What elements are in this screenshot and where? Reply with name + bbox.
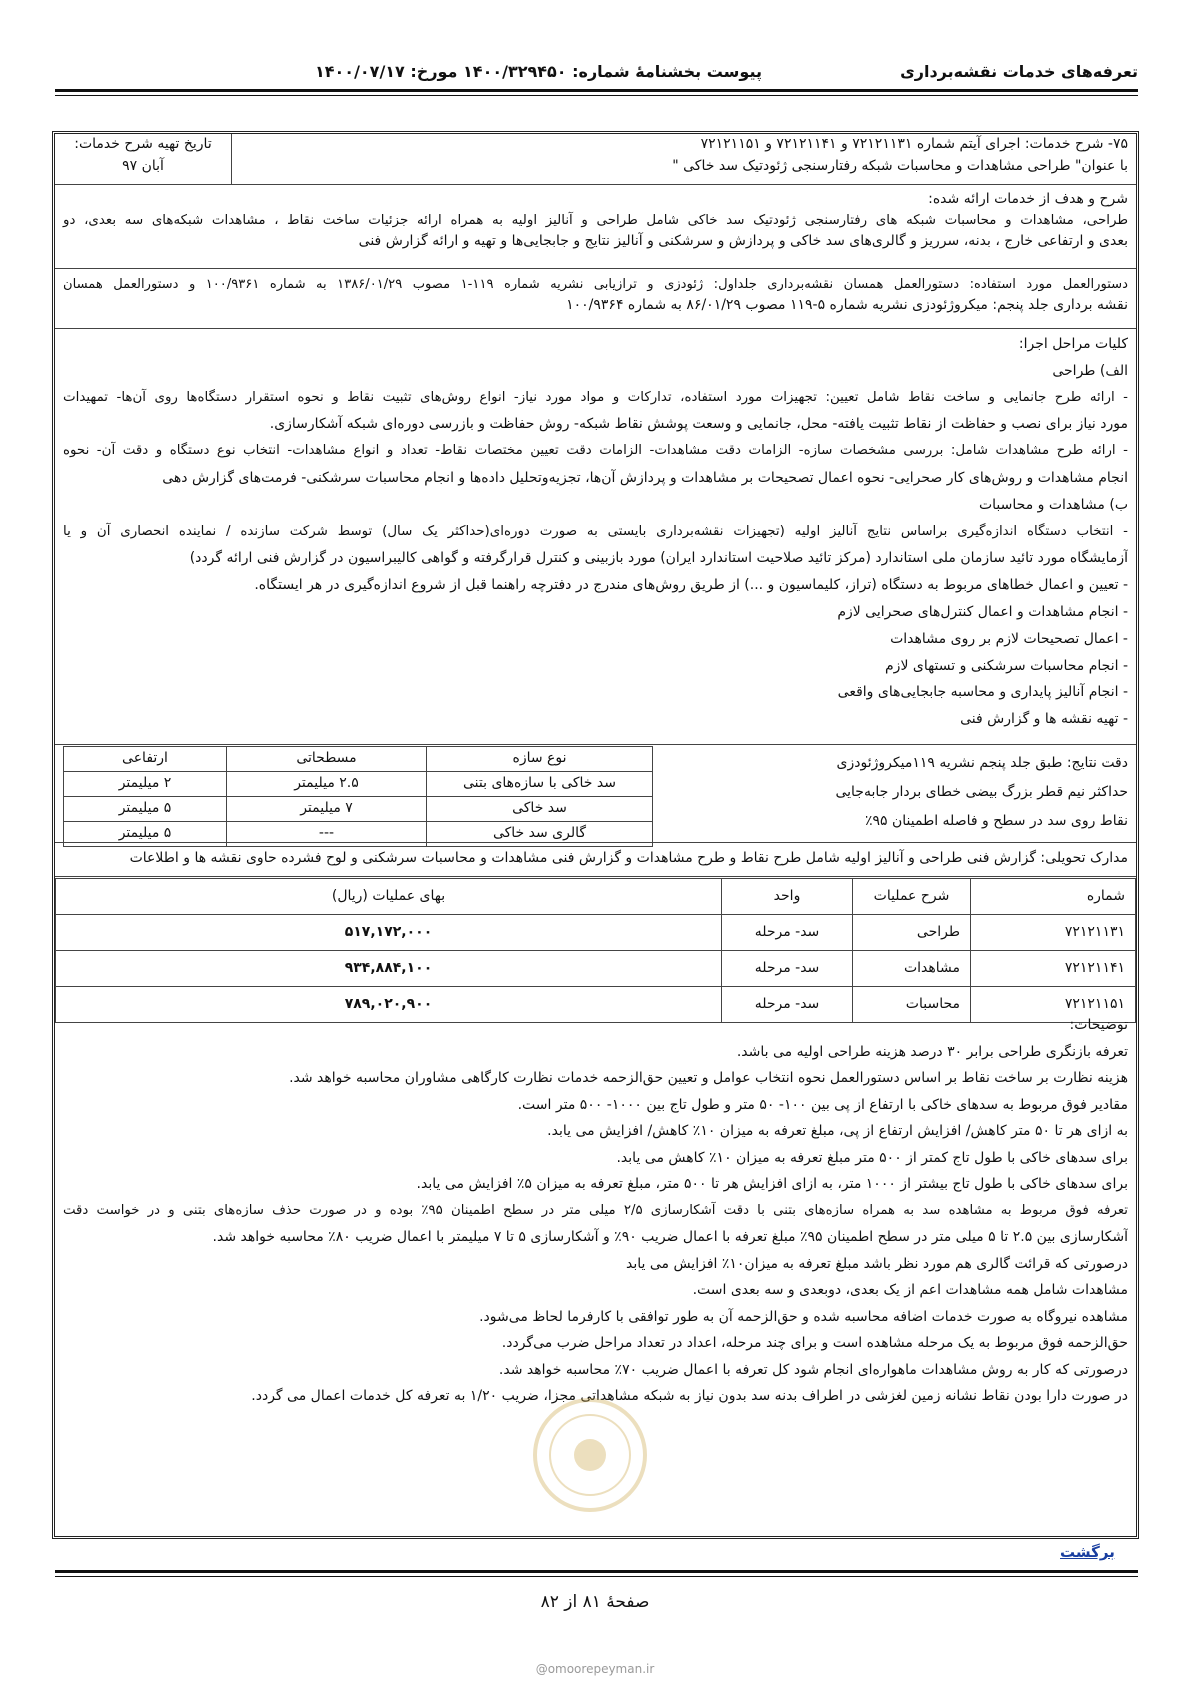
service-description (231, 134, 1136, 184)
table-row (64, 772, 653, 797)
notes-title: توضیحات: (1069, 1017, 1128, 1033)
steps-observation-item-1a: - انتخاب دستگاه اندازه‌گیری براساس نتایج آنالیز اولیه (تجهیزات نقشه‌برداری بایستی به صورت دوره‌ای(حداکثر یک سال) توسط شرکت سازنده / نماینده انحصاری آن و یا (63, 523, 1128, 539)
note-item: تعرفه فوق مربوط به مشاهده سد به همراه سازه‌های بتنی با دقت آشکارسازی ۲/۵ میلی متر در سطح اطمینان ۹۵٪ بوده و در صورت حذف سازه‌های بتنی و در خواست دقت (63, 1202, 1128, 1218)
accuracy-cell: گالری سد خاکی (427, 822, 653, 847)
price-header-price: بهای عملیات (ریال) (56, 879, 722, 915)
steps-design-item-2a: - ارائه طرح مشاهدات شامل: بررسی مشخصات سازه- الزامات دقت مشاهدات- الزامات دقت تعیین مختصات نقاط- تعداد و انواع مشاهدات- انتخاب نوع دستگاه و دقت آن- نحوه (63, 443, 1128, 459)
price-unit: سد- مرحله (722, 987, 853, 1023)
note-item: حق‌الزحمه فوق مربوط به یک مرحله مشاهده است و برای چند مرحله، اعداد در تعداد مراحل ضرب می‌گردد. (501, 1335, 1128, 1351)
instructions-line-2: نقشه برداری جلد پنجم: میکروژئودزی نشریه شماره ۵-۱۱۹ مصوب ۸۶/۰۱/۲۹ به شماره ۱۰۰/۹۳۶۴ (566, 297, 1128, 314)
accuracy-header-vertical: ارتفاعی (64, 747, 227, 772)
steps-design-item-1a: - ارائه طرح جانمایی و ساخت نقاط شامل تعیین: تجهیزات مورد استفاده، تدارکات و مواد مورد نیاز- انواع روش‌های تثبیت نقاط و نحوه استقرار دستگاه‌ها روی آن‌ها- تمهیدات (63, 389, 1128, 405)
price-operation: مشاهدات (853, 951, 971, 987)
steps-observation-item-7: - تهیه نقشه ها و گزارش فنی (960, 711, 1128, 728)
table-row (64, 797, 653, 822)
note-item: درصورتی که کار به روش مشاهدات ماهواره‌ای انجام شود کل تعرفه با اعمال ضریب ۷۰٪ محاسبه خواهد شد. (498, 1361, 1128, 1378)
price-unit: سد- مرحله (722, 915, 853, 951)
deliverables-section (55, 843, 1136, 877)
footer-rule (55, 1570, 1138, 1573)
service-date-value: آبان ۹۷ (122, 157, 164, 174)
note-item: هزینه نظارت بر ساخت نقاط بر اساس دستورالعمل نحوه انتخاب عوامل و تعیین حق‌الزحمه خدمات نظارت کارگاهی مشاوران محاسبه خواهد شد. (289, 1070, 1128, 1086)
note-item: مشاهده نیروگاه به صورت خدمات اضافه محاسبه شده و حق‌الزحمه آن به طور توافقی با کارفرما لحاظ می‌شود. (479, 1308, 1128, 1325)
table-row (56, 951, 1136, 987)
price-header-operation: شرح عملیات (853, 879, 971, 915)
instructions-line-1: دستورالعمل مورد استفاده: دستورالعمل همسان نقشه‌برداری جلداول: ژئودزی و ترازیابی نشریه شماره ۱۱۹-۱ مصوب ۱۳۸۶/۰۱/۲۹ به شماره ۱۰۰/۹۳۶۱ و دستورالعمل همسان (63, 277, 1128, 292)
steps-observation-title: ب) مشاهدات و محاسبات (978, 496, 1128, 513)
goal-line-1: طراحی، مشاهدات و محاسبات شبکه های رفتارسنجی ژئودتیک سد خاکی شامل طراحی و آنالیز اولیه به همراه ارائه جزئیات ساخت نقاط ، مشاهدات شبکه‌های سه بعدی، دو (63, 212, 1128, 228)
accuracy-header-structure: نوع سازه (427, 747, 653, 772)
price-value: ۷۸۹,۰۲۰,۹۰۰ (56, 987, 722, 1023)
accuracy-cell: ۲.۵ میلیمتر (227, 772, 427, 797)
note-item: مقادیر فوق مربوط به سدهای خاکی با ارتفاع از پی بین ۱۰۰- ۵۰ متر و طول تاج بین ۱۰۰۰- ۵۰۰ متر است. (517, 1096, 1128, 1113)
notes-section (55, 1012, 1136, 1410)
accuracy-text (746, 745, 1136, 842)
service-line-1: ۷۵- شرح خدمات: اجرای آیتم شماره ۷۲۱۲۱۱۳۱ و ۷۲۱۲۱۱۴۱ و ۷۲۱۲۱۱۵۱ (700, 136, 1128, 152)
note-item: برای سدهای خاکی با طول تاج کمتر از ۵۰۰ متر مبلغ تعرفه به میزان ۱۰٪ کاهش می یابد. (616, 1149, 1128, 1166)
accuracy-header-horizontal: مسطحاتی (227, 747, 427, 772)
price-code: ۷۲۱۲۱۱۴۱ (971, 951, 1136, 987)
document-title: تعرفه‌های خدمات نقشه‌برداری (900, 62, 1138, 81)
accuracy-cell: ۲ میلیمتر (64, 772, 227, 797)
service-date (55, 134, 231, 184)
note-item: به ازای هر تا ۵۰ متر کاهش/ افزایش ارتفاع از پی، مبلغ تعرفه به میزان ۱۰٪ کاهش/ افزایش می یابد. (547, 1123, 1128, 1139)
price-header-code: شماره (971, 879, 1136, 915)
accuracy-line-2: حداکثر نیم قطر بزرگ بیضی خطای بردار جابه‌جایی (835, 784, 1128, 800)
accuracy-cell: ۵ میلیمتر (64, 797, 227, 822)
service-sheet (52, 131, 1139, 1539)
accuracy-cell: سد خاکی با سازه‌های بتنی (427, 772, 653, 797)
accuracy-cell: ۵ میلیمتر (64, 822, 227, 847)
note-item: تعرفه بازنگری طراحی برابر ۳۰ درصد هزینه طراحی اولیه می باشد. (736, 1043, 1128, 1060)
footer-rule-thin (55, 1576, 1138, 1577)
accuracy-line-1: دقت نتایج: طبق جلد پنجم نشریه ۱۱۹میکروژئودزی (836, 755, 1128, 771)
price-operation: طراحی (853, 915, 971, 951)
price-table (55, 878, 1136, 1023)
service-date-label: تاریخ تهیه شرح خدمات: (74, 136, 212, 152)
note-item: مشاهدات شامل همه مشاهدات اعم از یک بعدی، دوبعدی و سه بعدی است. (692, 1282, 1128, 1298)
steps-observation-item-5: - انجام محاسبات سرشکنی و تستهای لازم (885, 657, 1128, 674)
steps-observation-item-3: - انجام مشاهدات و اعمال کنترل‌های صحرایی لازم (837, 603, 1128, 620)
accuracy-line-3: نقاط روی سد در سطح و فاصله اطمینان ۹۵٪ (864, 813, 1128, 829)
steps-observation-item-1b: آزمایشگاه مورد تائید سازمان ملی استاندارد (مرکز تائید صلاحیت استاندارد ایران) مورد بازبینی و کنترل قرارگرفته و گواهی کالیبراسیون در گزارش فنی ارائه گردد) (189, 550, 1128, 567)
steps-design-title: الف) طراحی (1052, 362, 1128, 379)
goal-line-2: بعدی و ارتفاعی خارج ، بدنه، سرریز و گالری‌های سد خاکی و پردازش و سرشکنی و آنالیز نتایج و جابجایی‌ها و تهیه و ارائه گزارش فنی (358, 233, 1128, 250)
instructions-section (55, 269, 1136, 329)
accuracy-cell: ۷ میلیمتر (227, 797, 427, 822)
steps-design-item-1b: مورد نیاز برای نصب و حفاظت از نقاط تثبیت یافته- محل، جانمایی و وسعت پوشش نقاط شبکه- روش حفاظت و بازرسی دوره‌ای شبکه آشکارسازی. (269, 416, 1128, 433)
service-title-section (55, 134, 1136, 185)
header-rule (55, 89, 1138, 92)
accuracy-section (55, 745, 1136, 843)
header-rule-thin (55, 95, 1138, 96)
note-item: برای سدهای خاکی با طول تاج بیشتر از ۱۰۰۰ متر، به ازای افزایش هر تا ۵۰۰ متر، مبلغ تعرفه به میزان ۵٪ افزایش می یابد. (416, 1176, 1128, 1192)
site-watermark: @omoorepeyman.ir (535, 1662, 655, 1676)
steps-observation-item-2: - تعیین و اعمال خطاهای مربوط به دستگاه (تراز، کلیماسیون و ...) از طریق روش‌های مندرج در دفترچه راهنما قبل از شروع اندازه‌گیری در هر ایستگاه. (254, 577, 1128, 594)
price-value: ۵۱۷,۱۷۲,۰۰۰ (56, 915, 722, 951)
watermark-seal-icon (530, 1395, 650, 1515)
page-number: صفحهٔ ۸۱ از ۸۲ (540, 1592, 650, 1612)
price-table-header (56, 879, 1136, 915)
table-row (56, 915, 1136, 951)
note-item: در صورت دارا بودن نقاط نشانه زمین لغزشی در اطراف بدنه سد بدون نیاز به شبکه مشاهداتی مجزا، ضریب ۱/۲۰ به تعرفه کل خدمات اعمال می گردد. (251, 1388, 1128, 1404)
goal-section (55, 185, 1136, 269)
steps-observation-item-4: - اعمال تصحیحات لازم بر روی مشاهدات (890, 630, 1128, 647)
goal-title: شرح و هدف از خدمات ارائه شده: (928, 191, 1128, 207)
note-item: آشکارسازی بین ۲.۵ تا ۵ میلی متر در سطح اطمینان ۹۵٪ مبلغ تعرفه با اعمال ضریب ۹۰٪ و آشکارسازی ۵ تا ۷ میلیمتر با اعمال ضریب ۸۰٪ محاسبه خواهد شد. (212, 1229, 1128, 1245)
page-header (55, 56, 1138, 86)
accuracy-cell: سد خاکی (427, 797, 653, 822)
price-value: ۹۳۴,۸۸۴,۱۰۰ (56, 951, 722, 987)
price-header-unit: واحد (722, 879, 853, 915)
execution-steps-section (55, 329, 1136, 745)
note-item: درصورتی که قرائت گالری هم مورد نظر باشد مبلغ تعرفه به میزان۱۰٪ افزایش می یابد (625, 1255, 1128, 1272)
price-operation: محاسبات (853, 987, 971, 1023)
accuracy-cell: --- (227, 822, 427, 847)
accuracy-table (63, 746, 653, 847)
price-unit: سد- مرحله (722, 951, 853, 987)
steps-title: کلیات مراحل اجرا: (1018, 336, 1128, 352)
deliverables-text: مدارک تحویلی: گزارش فنی طراحی و آنالیز اولیه شامل طرح نقاط و طرح مشاهدات و گزارش فنی مشاهدات و محاسبات سرشکنی و لوح فشرده حاوی نقشه ها و اطلاعات (129, 850, 1128, 866)
accuracy-table-header (64, 747, 653, 772)
circular-reference: پیوست بخشنامهٔ شماره: ۱۴۰۰/۳۲۹۴۵۰ مورخ: ۱۴۰۰/۰۷/۱۷ (315, 62, 762, 81)
back-link[interactable]: برگشت (1060, 1543, 1115, 1561)
steps-design-item-2b: انجام مشاهدات و روش‌های کار صحرایی- نحوه اعمال تصحیحات بر مشاهدات و پردازش آن‌ها، تجزیه‌وتحلیل داده‌ها و انجام محاسبات سرشکنی- فرمت‌های گزارش دهی (162, 469, 1128, 486)
price-code: ۷۲۱۲۱۱۳۱ (971, 915, 1136, 951)
steps-observation-item-6: - انجام آنالیز پایداری و محاسبه جابجایی‌های واقعی (837, 684, 1128, 701)
price-code: ۷۲۱۲۱۱۵۱ (971, 987, 1136, 1023)
service-line-2: با عنوان" طراحی مشاهدات و محاسبات شبکه رفتارسنجی ژئودتیک سد خاکی " (672, 157, 1128, 174)
